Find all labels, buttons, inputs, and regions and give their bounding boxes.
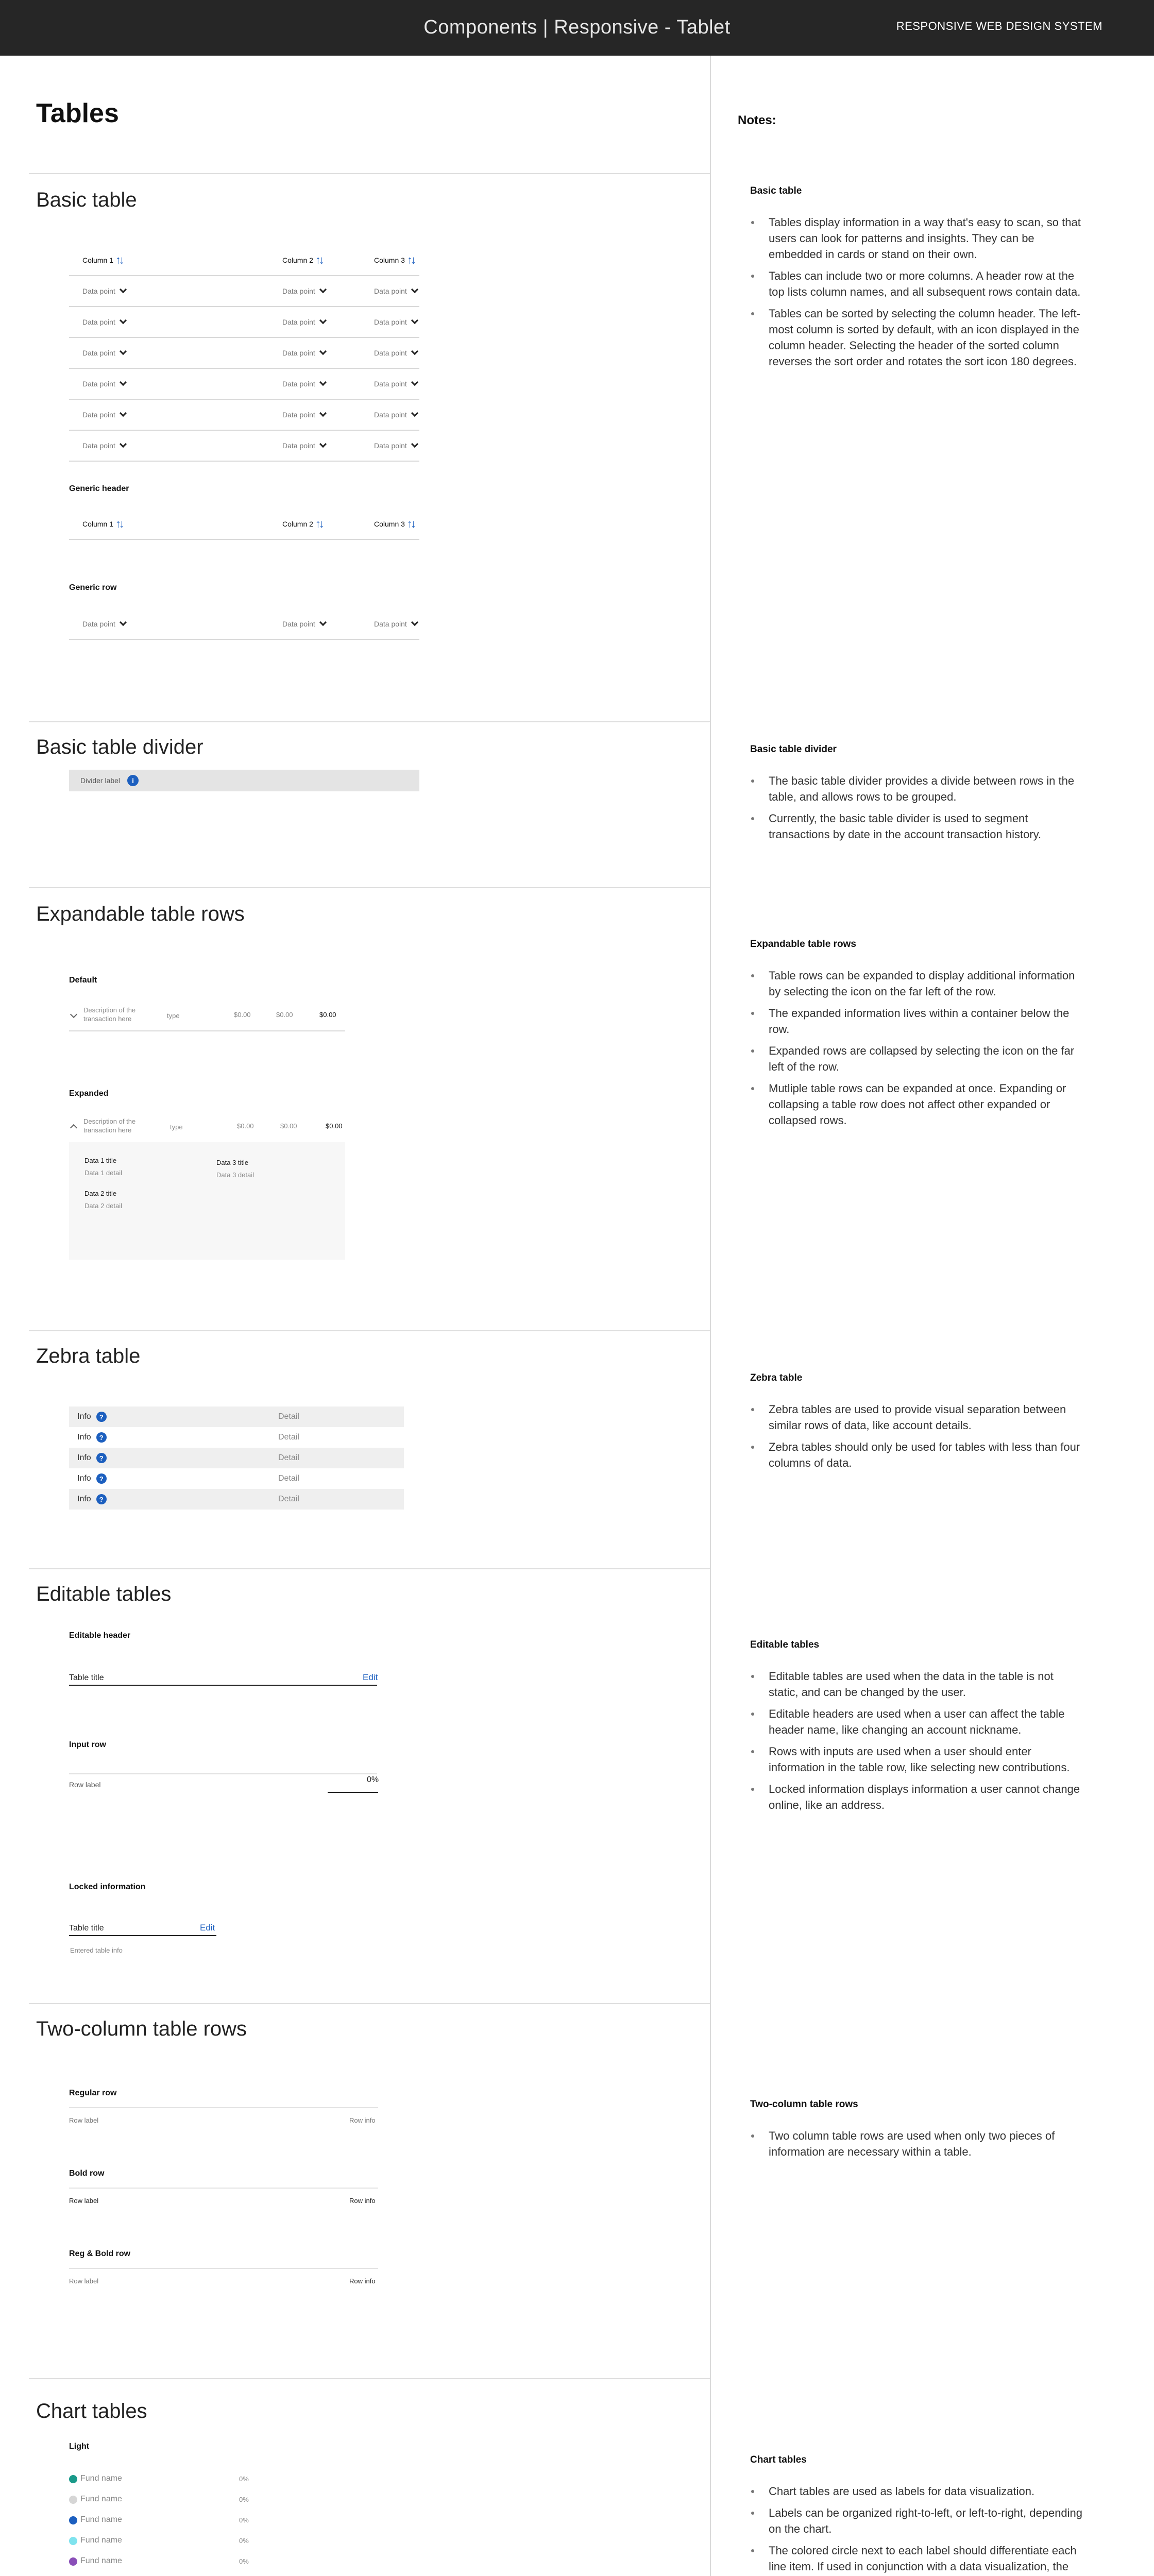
- edit-link[interactable]: Edit: [363, 1672, 378, 1682]
- note-heading: Basic table: [750, 185, 802, 196]
- note-item: Zebra tables are used to provide visual separation between similar rows of data, like account details.: [750, 1401, 1085, 1433]
- info-icon[interactable]: i: [127, 775, 139, 786]
- row-info: Row info: [349, 2116, 376, 2124]
- two-column-row-reg-bold: [69, 2268, 378, 2286]
- chevron-down-icon: [319, 410, 327, 417]
- sort-icon: ↑↓: [115, 517, 123, 530]
- row-type: type: [167, 1012, 180, 1020]
- chart-label-row: Fund name 0%: [69, 2489, 254, 2510]
- two-column-row-regular: [69, 2107, 378, 2126]
- row-info: Row info: [349, 2277, 376, 2285]
- note-heading: Basic table divider: [750, 744, 837, 755]
- notes-basic-table: [750, 185, 1085, 375]
- chevron-down-icon: [319, 286, 327, 293]
- expandable-section-title: Expandable table rows: [36, 903, 245, 925]
- divider-section-title: Basic table divider: [36, 736, 203, 758]
- table-header-row: [69, 245, 419, 276]
- table-cell[interactable]: Data point: [82, 369, 126, 399]
- expandable-row-expanded[interactable]: [69, 1112, 345, 1143]
- generic-row-table: [69, 609, 419, 640]
- legend-dot: [69, 2516, 77, 2524]
- column-divider: [710, 56, 711, 2576]
- table-cell[interactable]: Data point: [374, 276, 417, 306]
- note-item: Zebra tables should only be used for tables with less than four columns of data.: [750, 1439, 1085, 1471]
- table-header-row: [69, 509, 419, 540]
- note-item: Tables can be sorted by selecting the column header. The left-most column is sorted by default, with an icon displayed in the column header. Selecting the header of the sorted column reverses the sort order and rotates the sort icon 180 degrees.: [750, 306, 1085, 369]
- section-rule: [29, 887, 710, 888]
- table-cell[interactable]: Data point: [282, 431, 326, 461]
- row-description: Description of the transaction here: [83, 1006, 136, 1023]
- bold-row-label: Bold row: [69, 2169, 105, 2178]
- notes-chart-tables: [750, 2454, 1085, 2576]
- data-title: Data 1 title: [84, 1157, 117, 1164]
- edit-link[interactable]: Edit: [200, 1923, 215, 1933]
- row-label: Row label: [69, 2197, 99, 2205]
- sort-icon: ↑↓: [315, 517, 323, 530]
- page-header-title: Components | Responsive - Tablet: [423, 16, 731, 38]
- locked-info-label: Locked information: [69, 1883, 146, 1891]
- percent-input[interactable]: 0%: [367, 1775, 379, 1784]
- chevron-down-icon: [120, 348, 127, 355]
- expanded-panel: [69, 1142, 345, 1260]
- notes-editable: [750, 1639, 1085, 1819]
- chevron-down-icon: [319, 619, 327, 626]
- note-item: Editable headers are used when a user can affect the table header name, like changing an account nickname.: [750, 1706, 1085, 1738]
- section-rule: [29, 1568, 710, 1569]
- page-title: Tables: [36, 98, 119, 128]
- table-cell[interactable]: Data point: [82, 276, 126, 306]
- zebra-table: [69, 1406, 404, 1510]
- note-item: Editable tables are used when the data in the table is not static, and can be changed by the user.: [750, 1668, 1085, 1700]
- row-label: Row label: [69, 1781, 101, 1789]
- note-item: The basic table divider provides a divide between rows in the table, and allows rows to be grouped.: [750, 773, 1085, 805]
- editable-section-title: Editable tables: [36, 1583, 172, 1605]
- column-header-2[interactable]: Column 2 ↑↓: [282, 517, 323, 530]
- chevron-down-icon: [411, 379, 418, 386]
- top-bar: [0, 0, 1154, 56]
- zebra-section-title: Zebra table: [36, 1345, 141, 1367]
- section-rule: [29, 2378, 710, 2379]
- help-icon[interactable]: ?: [96, 1453, 107, 1463]
- chevron-down-icon: [120, 379, 127, 386]
- table-row: [69, 369, 419, 400]
- section-rule: [29, 173, 710, 174]
- zebra-row: Info ? Detail: [69, 1448, 404, 1468]
- table-cell[interactable]: Data point: [282, 369, 326, 399]
- expandable-row-collapsed[interactable]: [69, 1001, 345, 1031]
- editable-table-title: Table title: [69, 1673, 104, 1682]
- chevron-down-icon: [319, 317, 327, 324]
- note-item: Expanded rows are collapsed by selecting the icon on the far left of the row.: [750, 1043, 1085, 1075]
- column-header-3[interactable]: Column 3 ↑↓: [374, 253, 414, 266]
- input-row-label: Input row: [69, 1740, 106, 1749]
- generic-header-table: [69, 509, 419, 540]
- chevron-down-icon: [120, 317, 127, 324]
- zebra-row: Info ? Detail: [77, 1474, 299, 1483]
- basic-table: [69, 245, 419, 462]
- help-icon[interactable]: ?: [96, 1432, 107, 1443]
- help-icon[interactable]: ?: [96, 1412, 107, 1422]
- chevron-down-icon: [120, 619, 127, 626]
- note-item: Chart tables are used as labels for data visualization.: [750, 2483, 1085, 2499]
- column-header-1[interactable]: Column 1 ↑↓: [82, 253, 123, 266]
- divider-label: Divider label: [80, 776, 121, 785]
- chevron-down-icon: [411, 440, 418, 448]
- data-title: Data 3 title: [216, 1159, 249, 1166]
- basic-table-title: Basic table: [36, 189, 137, 211]
- help-icon[interactable]: ?: [96, 1473, 107, 1484]
- row-info: Row info: [349, 2197, 376, 2205]
- zebra-row: Info ? Detail: [77, 1433, 299, 1442]
- note-heading: Expandable table rows: [750, 939, 856, 950]
- note-item: Currently, the basic table divider is used to segment transactions by date in the account transaction history.: [750, 810, 1085, 842]
- notes-basic-divider: [750, 744, 1085, 848]
- row-amount: $0.00: [319, 1011, 336, 1019]
- chart-label-row: Fund name 0%: [69, 2510, 254, 2531]
- legend-dot: [69, 2557, 77, 2566]
- editable-header-underline: [69, 1685, 377, 1686]
- locked-table-title: Table title: [69, 1924, 104, 1933]
- notes-zebra: [750, 1372, 1085, 1477]
- chart-label-row: Fund name 0%: [69, 2531, 254, 2551]
- reg-bold-row-label: Reg & Bold row: [69, 2249, 131, 2258]
- zebra-row: Info ? Detail: [69, 1406, 404, 1427]
- row-type: type: [170, 1123, 183, 1131]
- expanded-label: Expanded: [69, 1089, 109, 1098]
- table-cell[interactable]: Data point: [82, 609, 126, 639]
- light-label: Light: [69, 2442, 90, 2451]
- note-heading: Editable tables: [750, 1639, 820, 1650]
- table-cell[interactable]: Data point: [374, 338, 417, 368]
- help-icon[interactable]: ?: [96, 1494, 107, 1504]
- generic-row-label: Generic row: [69, 583, 117, 592]
- data-detail: Data 3 detail: [216, 1171, 254, 1179]
- legend-dot: [69, 2496, 77, 2504]
- table-row: [69, 400, 419, 431]
- table-cell[interactable]: Data point: [82, 307, 126, 337]
- row-amount: $0.00: [234, 1011, 251, 1019]
- table-row: [69, 431, 419, 462]
- chevron-down-icon: [411, 619, 418, 626]
- section-rule: [29, 1330, 710, 1331]
- note-item: Locked information displays information a user cannot change online, like an address.: [750, 1781, 1085, 1813]
- locked-info-value: Entered table info: [70, 1946, 123, 1954]
- note-item: Tables can include two or more columns. A header row at the top lists column names, and all subsequent rows contain data.: [750, 268, 1085, 300]
- note-heading: Zebra table: [750, 1372, 803, 1383]
- notes-title: Notes:: [738, 113, 776, 127]
- two-column-section-title: Two-column table rows: [36, 2018, 247, 2040]
- column-header-1[interactable]: Column 1 ↑↓: [82, 517, 123, 530]
- chevron-down-icon: [120, 440, 127, 448]
- chart-label-row: Fund name 0%: [69, 2551, 254, 2572]
- table-cell[interactable]: Data point: [374, 431, 417, 461]
- notes-two-column: [750, 2099, 1085, 2165]
- row-amount: $0.00: [280, 1122, 297, 1130]
- row-amount: $0.00: [326, 1122, 343, 1130]
- note-item: Two column table rows are used when only two pieces of information are necessary within a table.: [750, 2128, 1085, 2160]
- data-title: Data 2 title: [84, 1190, 117, 1197]
- sort-icon: ↑↓: [406, 253, 414, 266]
- table-cell[interactable]: Data point: [374, 609, 417, 639]
- column-header-2[interactable]: Column 2 ↑↓: [282, 253, 323, 266]
- row-label: Row label: [69, 2277, 99, 2285]
- row-divider: [69, 1773, 377, 1774]
- note-item: Tables display information in a way that's easy to scan, so that users can look for patterns and insights. They can be embedded in cards or stand on their own.: [750, 214, 1085, 262]
- note-heading: Chart tables: [750, 2454, 807, 2465]
- brand-label: RESPONSIVE WEB DESIGN SYSTEM: [896, 20, 1102, 32]
- table-cell[interactable]: Data point: [282, 609, 326, 639]
- table-cell[interactable]: Data point: [374, 369, 417, 399]
- table-cell[interactable]: Data point: [374, 307, 417, 337]
- note-item: Labels can be organized right-to-left, or left-to-right, depending on the chart.: [750, 2505, 1085, 2537]
- sort-icon: ↑↓: [406, 517, 414, 530]
- note-item: Mutliple table rows can be expanded at once. Expanding or collapsing a table row does not affect other expanded or collapsed rows.: [750, 1080, 1085, 1128]
- data-detail: Data 1 detail: [84, 1169, 122, 1177]
- table-cell[interactable]: Data point: [282, 400, 326, 430]
- table-cell[interactable]: Data point: [282, 307, 326, 337]
- row-label: Row label: [69, 2116, 99, 2124]
- locked-header-underline: [69, 1935, 216, 1936]
- sort-icon: ↑↓: [115, 253, 123, 266]
- table-row: [69, 307, 419, 338]
- table-cell[interactable]: Data point: [82, 400, 126, 430]
- table-row: [69, 276, 419, 307]
- chevron-down-icon: [411, 410, 418, 417]
- chevron-down-icon: [120, 410, 127, 417]
- input-underline: [328, 1792, 378, 1793]
- section-rule: [29, 721, 710, 722]
- zebra-row: Info ? Detail: [69, 1489, 404, 1510]
- chevron-down-icon: [319, 379, 327, 386]
- row-description: Description of the transaction here: [83, 1117, 136, 1134]
- legend-dot: [69, 2475, 77, 2483]
- note-item: The colored circle next to each label should differentiate each line item. If used in conjunction with a data visualization, the: [750, 2543, 1085, 2576]
- chevron-down-icon: [411, 286, 418, 293]
- data-detail: Data 2 detail: [84, 1202, 122, 1210]
- note-heading: Two-column table rows: [750, 2099, 858, 2110]
- chevron-down-icon: [411, 348, 418, 355]
- chevron-up-icon[interactable]: [71, 1122, 76, 1132]
- chart-tables-section-title: Chart tables: [36, 2400, 147, 2422]
- table-cell[interactable]: Data point: [82, 338, 126, 368]
- table-cell[interactable]: Data point: [282, 338, 326, 368]
- note-item: Rows with inputs are used when a user should enter information in the table row, like selecting new contributions.: [750, 1743, 1085, 1775]
- note-item: Table rows can be expanded to display additional information by selecting the icon on the far left of the row.: [750, 968, 1085, 999]
- table-divider: [69, 770, 419, 791]
- two-column-row-bold: [69, 2188, 378, 2206]
- chevron-down-icon: [120, 286, 127, 293]
- row-amount: $0.00: [276, 1011, 293, 1019]
- row-amount: $0.00: [237, 1122, 254, 1130]
- chevron-down-icon: [411, 317, 418, 324]
- generic-header-label: Generic header: [69, 484, 129, 493]
- regular-row-label: Regular row: [69, 2089, 117, 2097]
- chevron-down-icon[interactable]: [71, 1011, 76, 1019]
- column-header-3[interactable]: Column 3 ↑↓: [374, 517, 414, 530]
- section-rule: [29, 2003, 710, 2004]
- sort-icon: ↑↓: [315, 253, 323, 266]
- legend-dot: [69, 2537, 77, 2545]
- default-label: Default: [69, 976, 97, 985]
- chevron-down-icon: [319, 440, 327, 448]
- editable-header-label: Editable header: [69, 1631, 131, 1640]
- table-row: [69, 338, 419, 369]
- note-item: The expanded information lives within a container below the row.: [750, 1005, 1085, 1037]
- table-cell[interactable]: Data point: [374, 400, 417, 430]
- chevron-down-icon: [319, 348, 327, 355]
- table-cell[interactable]: Data point: [82, 431, 126, 461]
- table-row: [69, 609, 419, 640]
- chart-label-row: Fund name 0%: [69, 2469, 254, 2489]
- notes-expandable: [750, 939, 1085, 1134]
- table-cell[interactable]: Data point: [282, 276, 326, 306]
